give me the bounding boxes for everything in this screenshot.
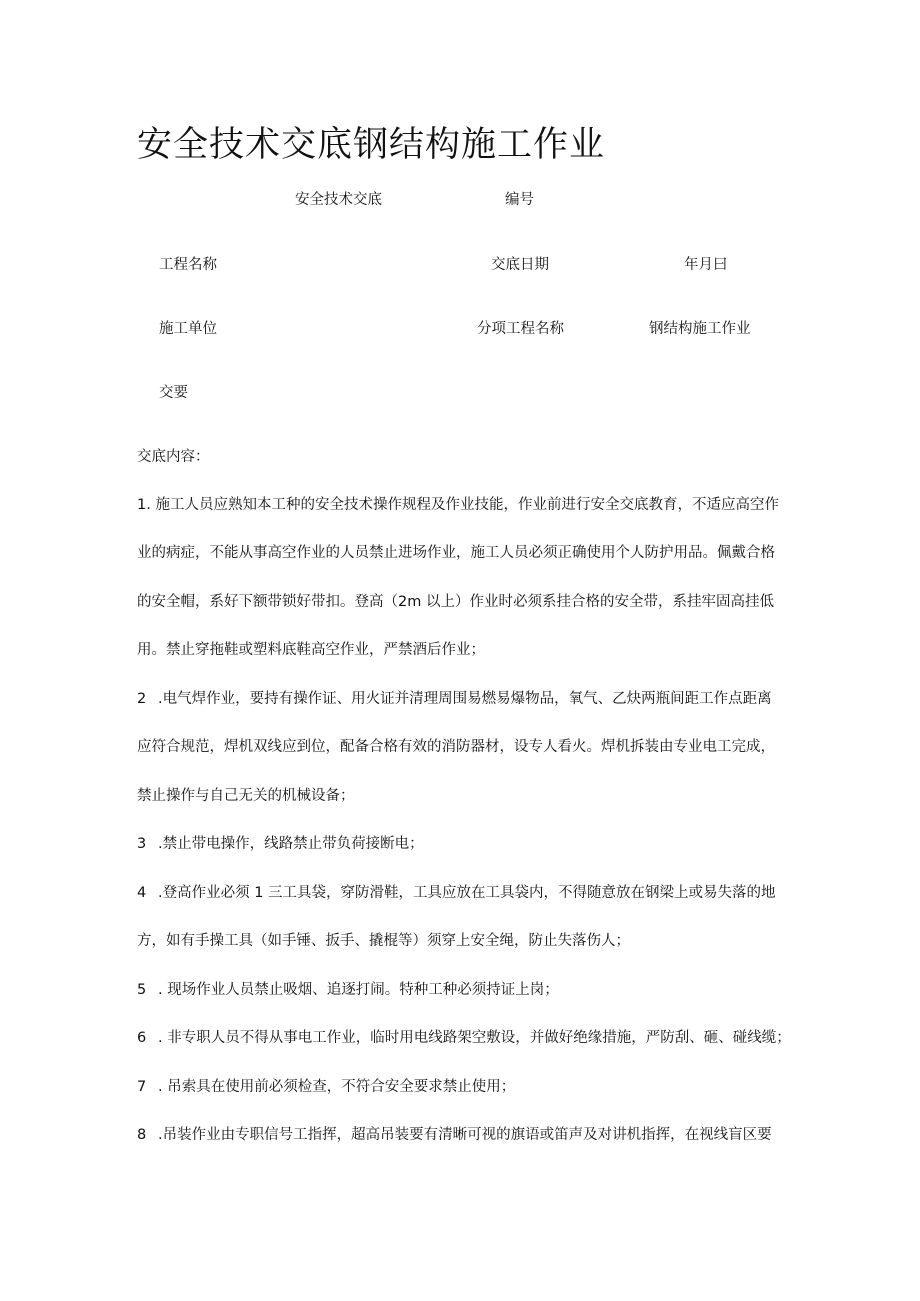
item2-text: .电气焊作业，要持有操作证、用火证并清理周围易燃易爆物品，氧气、乙炔两瓶间距工作点距离	[158, 691, 772, 707]
item2-line3: 禁止操作与自己无关的机械设备；	[137, 788, 355, 804]
item5-line1	[137, 980, 559, 1000]
item6-text: . 非专职人员不得从事电工作业，临时用电线路架空敷设，并做好绝缘措施，严防刮、砸、碰线缆；	[158, 1030, 791, 1046]
item2-line2: 应符合规范，焊机双线应到位，配备合格有效的消防器材，设专人看火。焊机拆装由专业电工完成，	[137, 739, 775, 755]
item1-line3: 的安全帽，系好下额带锁好带扣。登高（2m 以上）作业时必须系挂合格的安全带，系挂牢固高挂低	[137, 594, 774, 610]
document-title: 安全技术交底钢结构施工作业	[137, 125, 606, 165]
date-label: 交底日期	[491, 257, 549, 273]
item7-line1	[137, 1077, 515, 1097]
item2-number: 2	[137, 691, 147, 707]
item5-number: 5	[137, 982, 147, 998]
item1-line2: 业的病症，不能从事高空作业的人员禁止进场作业，施工人员必须正确使用个人防护用品。佩戴合格	[137, 545, 775, 561]
item4-number: 4	[137, 885, 147, 901]
item5-text: . 现场作业人员禁止吸烟、追逐打闹。特种工种必须持证上岗；	[158, 982, 559, 998]
item6-line1	[137, 1028, 791, 1048]
item4-text: .登高作业必须 1 三工具袋，穿防滑鞋，工具应放在工具袋内，不得随意放在钢梁上或易失落的地	[158, 885, 776, 901]
item6-number: 6	[137, 1030, 147, 1046]
item1-line4: 用。禁止穿拖鞋或塑料底鞋高空作业，严禁酒后作业；	[137, 642, 485, 658]
unit-label: 施工单位	[159, 321, 217, 337]
item7-text: . 吊索具在使用前必须检查，不符合安全要求禁止使用；	[158, 1079, 516, 1095]
item1-line1: 1. 施工人员应熟知本工种的安全技术操作规程及作业技能，作业前进行安全交底教育，不适应高空作	[137, 497, 779, 513]
date-value: 年月曰	[684, 257, 728, 273]
item8-number: 8	[137, 1127, 147, 1143]
item4-line2: 方，如有手操工具（如手锤、扳手、撬棍等）须穿上安全绳，防止失落伤人；	[137, 933, 630, 949]
summary-label: 交要	[159, 385, 188, 401]
item3-line1	[137, 834, 424, 854]
doc-type-label: 安全技术交底	[295, 192, 382, 208]
item7-number: 7	[137, 1079, 147, 1095]
subproject-label: 分项工程名称	[477, 321, 564, 337]
item8-text: .吊装作业由专职信号工指挥，超高吊装要有清晰可视的旗语或笛声及对讲机指挥，在视线盲区要	[158, 1127, 772, 1143]
item4-line1	[137, 883, 776, 903]
item2-line1	[137, 689, 772, 709]
project-name-label: 工程名称	[159, 257, 217, 273]
item3-number: 3	[137, 836, 147, 852]
number-label: 编号	[505, 192, 534, 208]
item3-text: .禁止带电操作，线路禁止带负荷接断电；	[158, 836, 424, 852]
subproject-value: 钢结构施工作业	[649, 321, 751, 337]
content-heading: 交底内容：	[137, 449, 210, 465]
item8-line1	[137, 1125, 772, 1145]
